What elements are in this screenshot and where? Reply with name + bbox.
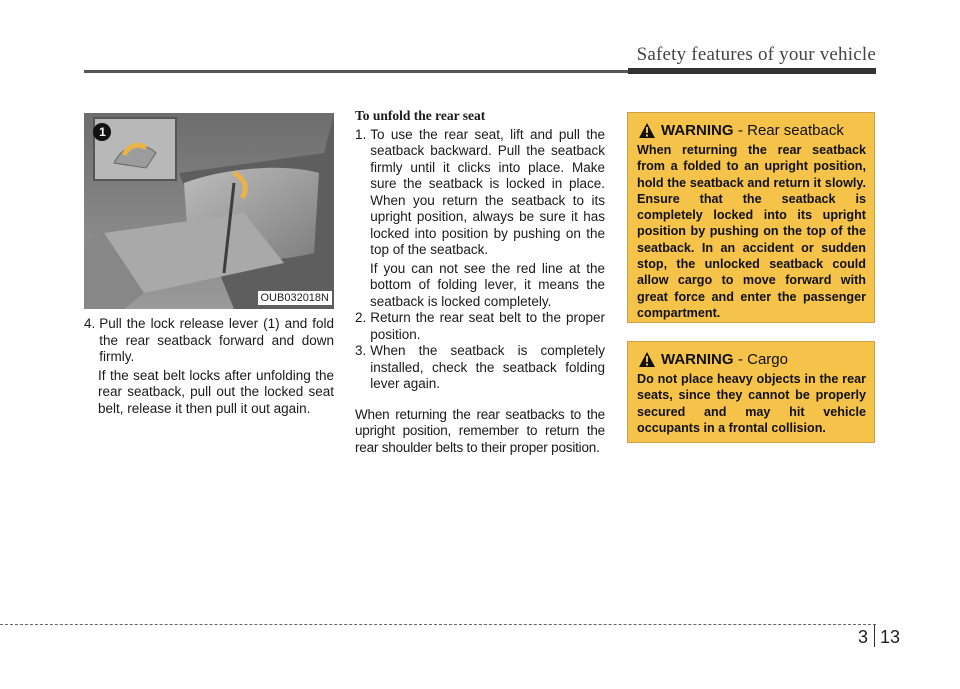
callout-number: 1 <box>99 125 106 139</box>
left-column <box>84 316 334 417</box>
step-4 <box>84 316 334 366</box>
step-text: To use the rear seat, lift and pull the seatback backward. Pull the seatback firmly until it clicks into place. Make sure the seatback is locked in place. When you return the seatback to its upright position, always be sure it has locked into position by pushing on the top of the seatback. <box>370 126 605 257</box>
warning-title: WARNING <box>661 121 734 139</box>
header-rule-accent <box>628 68 876 74</box>
step-number: 4. <box>84 316 96 331</box>
step-number: 3. <box>355 343 367 358</box>
warning-box-cargo <box>627 341 875 443</box>
warning-title: WARNING <box>661 350 734 368</box>
warning-subtitle: - Rear seatback <box>737 121 844 139</box>
step-text: Pull the lock release lever (1) and fold the rear seatback forward and down firmly. <box>99 316 334 364</box>
step-number: 2. <box>355 310 367 325</box>
section-heading: To unfold the rear seat <box>355 108 486 123</box>
step-4-note: If the seat belt locks after unfolding the rear seatback, pull out the locked seat belt, release it then pull it out again. <box>98 367 334 416</box>
page-number: 13 <box>880 627 901 647</box>
step-2 <box>355 310 605 343</box>
step-text: Return the rear seat belt to the proper position. <box>370 310 605 342</box>
warning-header <box>637 350 866 368</box>
middle-column <box>355 108 605 456</box>
step-text: When the seatback is completely installed, check the seatback folding lever again. <box>370 343 605 391</box>
warning-body: Do not place heavy objects in the rear seats, since they cannot be properly secured and may hit vehicle occupants in a frontal collision. <box>637 372 866 435</box>
step-1 <box>355 127 605 259</box>
seat-illustration <box>84 113 334 309</box>
warning-body: When returning the rear seatback from a folded to an upright position, hold the seatback and return it slowly. Ensure that the seatback is completely locked into its upright position by pushing on the top of the seatback. In an accident or sudden stop, the unlocked seatback could allow cargo to move forward with great force and enter the passenger compartment. <box>637 143 866 320</box>
warning-triangle-icon <box>639 352 655 367</box>
step-1-note: If you can not see the red line at the bottom of folding lever, it means the seatback is locked completely. <box>370 260 605 309</box>
figure-caption: OUB032018N <box>258 291 333 305</box>
warning-triangle-icon <box>639 123 655 138</box>
footer-rule <box>0 624 876 625</box>
warning-header <box>637 121 866 139</box>
warning-box-rear-seatback <box>627 112 875 323</box>
step-number: 1. <box>355 126 367 142</box>
seat-belt-paragraph: When returning the rear seatbacks to the upright position, remember to return the rear shoulder belts to their proper position. <box>355 406 605 455</box>
chapter-number: 3 <box>858 627 869 647</box>
page-number-separator <box>874 625 875 647</box>
page-header-title: Safety features of your vehicle <box>636 44 876 65</box>
step-3 <box>355 343 605 393</box>
warning-subtitle: - Cargo <box>737 350 788 368</box>
seat-illustration-graphic <box>84 113 334 309</box>
